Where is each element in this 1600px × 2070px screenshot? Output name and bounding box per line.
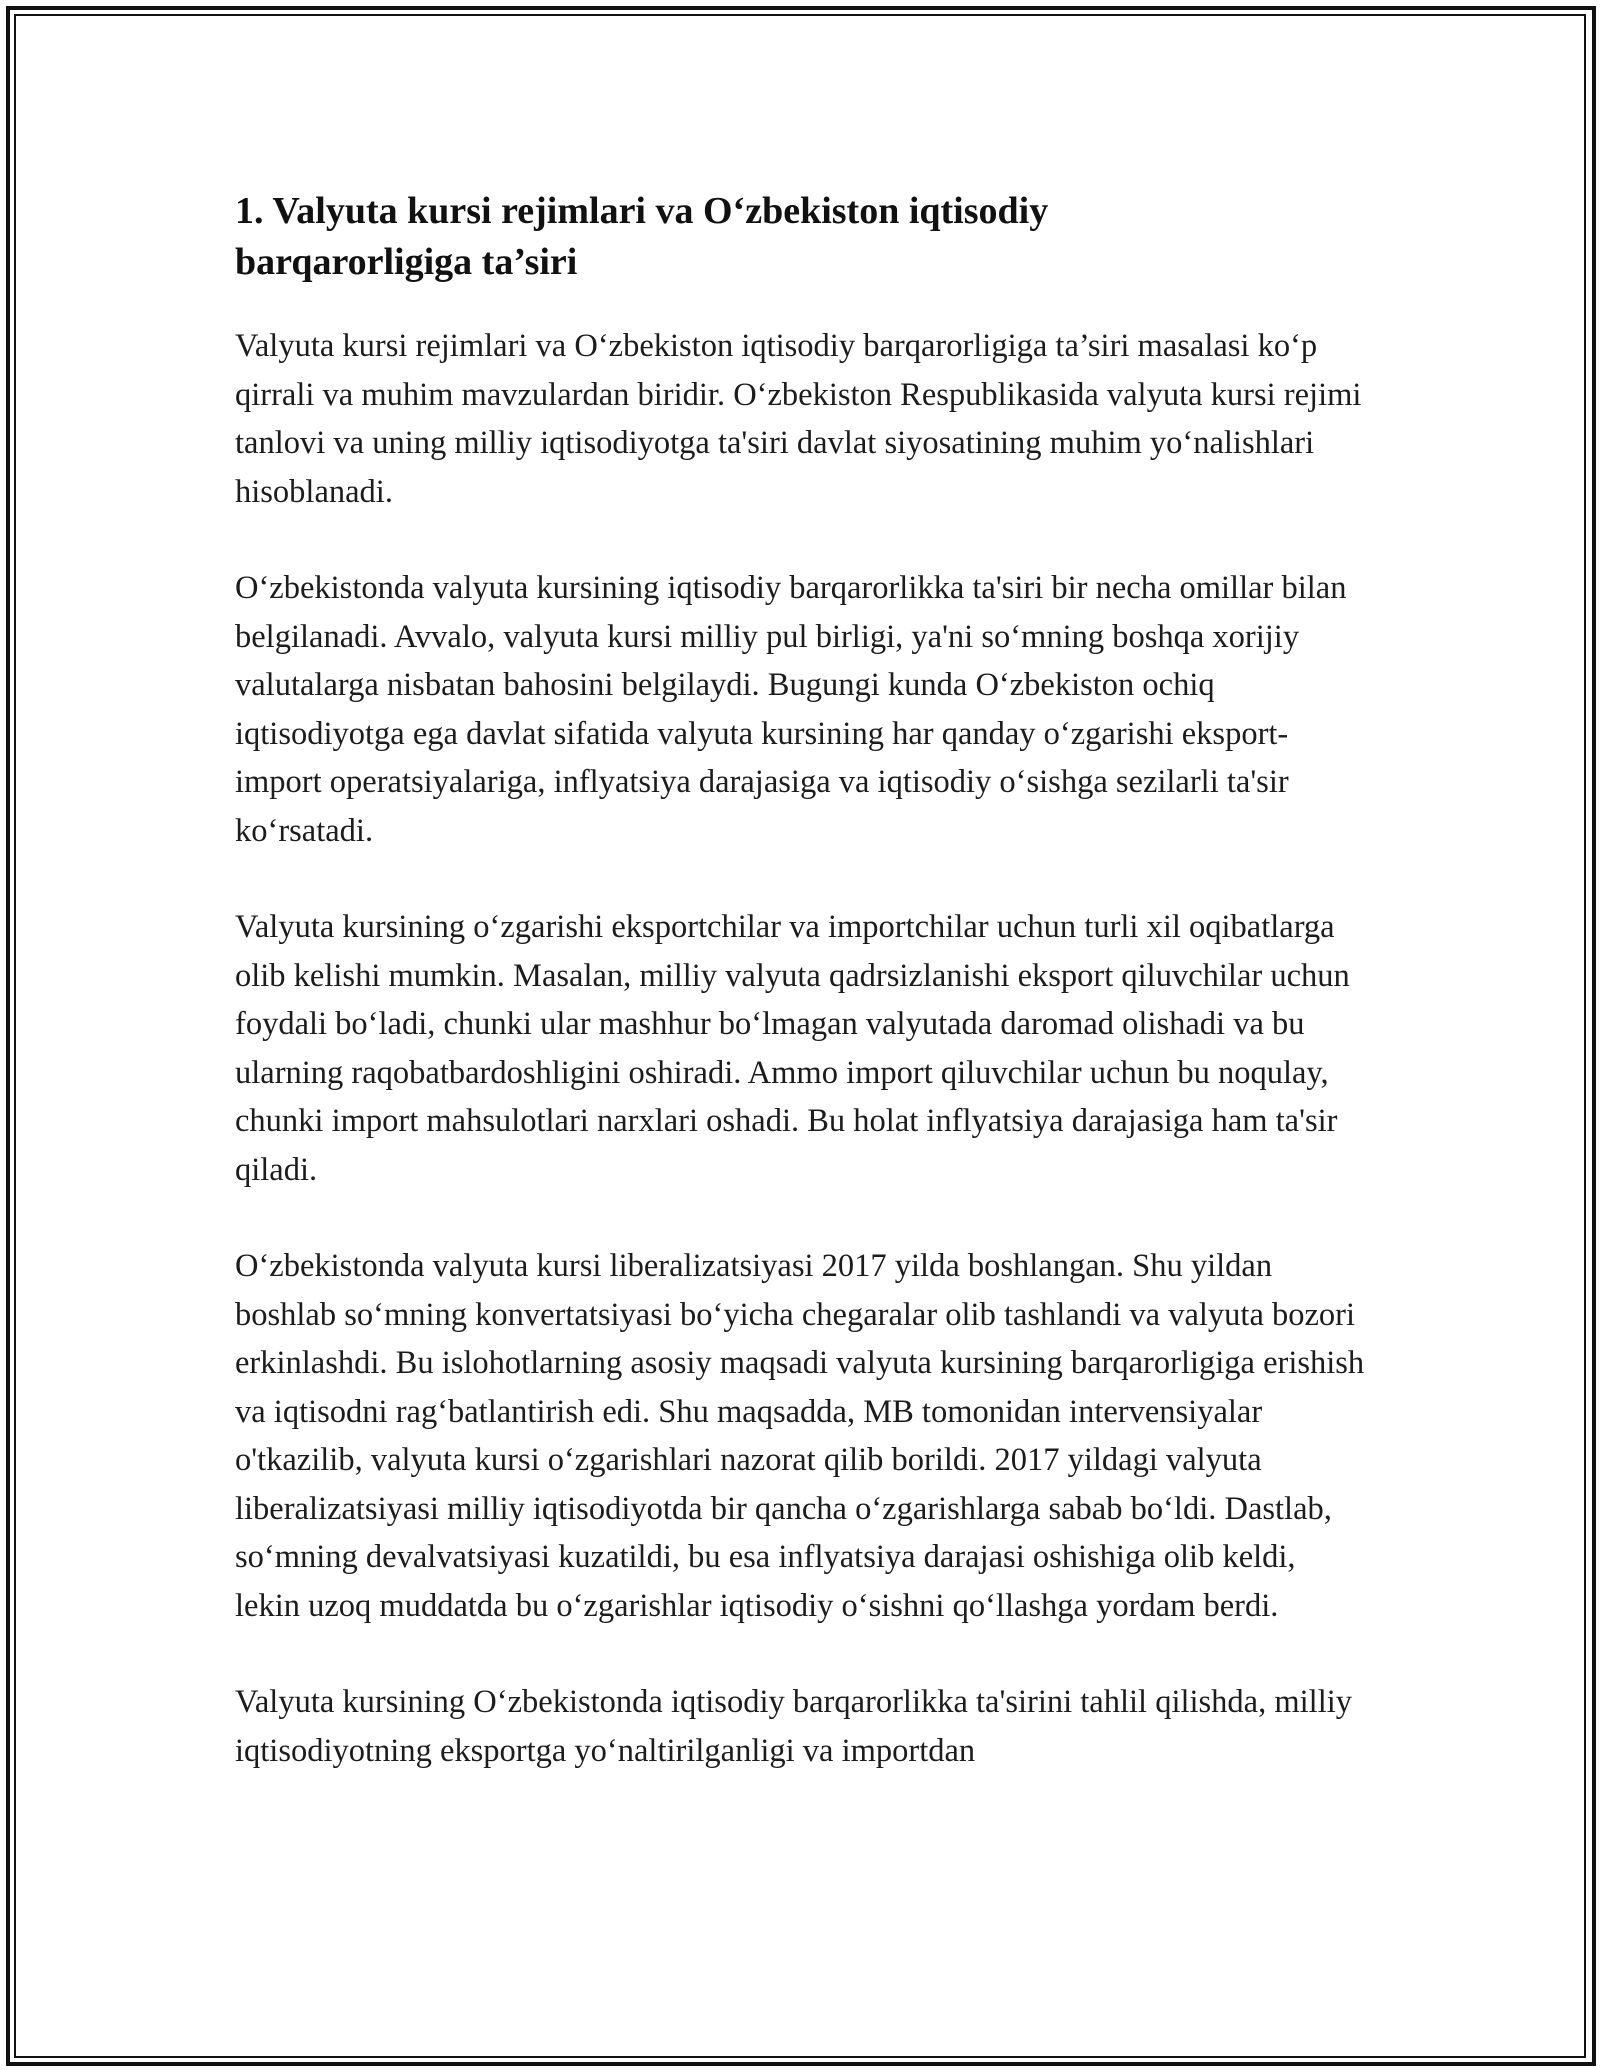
paragraph-3: Valyuta kursining o‘zgarishi eksportchilar va importchilar uchun turli xil oqibatlarga olib kelishi mumkin. Masalan, milliy valyuta qadrsizlanishi eksport qiluvchilar uchun foydali bo‘ladi, chunki ular mashhur bo‘lmagan valyutada daromad olishadi va bu ularning raqobatbardoshligini oshiradi. Ammo import qiluvchilar uchun bu noqulay, chunki import mahsulotlari narxlari oshadi. Bu holat inflyatsiya darajasiga ham ta'sir qiladi.	[235, 909, 1350, 1188]
document-title: 1. Valyuta kursi rejimlari va O‘zbekiston iqtisodiy barqarorligiga ta’siri	[235, 190, 1049, 283]
document-body	[235, 186, 1365, 1823]
paragraph-4: O‘zbekistonda valyuta kursi liberalizatsiyasi 2017 yilda boshlangan. Shu yildan boshlab so‘mning konvertatsiyasi bo‘yicha chegaralar olib tashlandi va valyuta bozori erkinlashdi. Bu islohotlarning asosiy maqsadi valyuta kursining barqarorligiga erishish va iqtisodni rag‘batlantirish edi. Shu maqsadda, MB tomonidan intervensiyalar o'tkazilib, valyuta kursi o‘zgarishlari nazorat qilib borildi. 2017 yildagi valyuta liberalizatsiyasi milliy iqtisodiyotda bir qancha o‘zgarishlarga sabab bo‘ldi. Dastlab, so‘mning devalvatsiyasi kuzatildi, bu esa inflyatsiya darajasi oshishiga olib keldi, lekin uzoq muddatda bu o‘zgarishlar iqtisodiy o‘sishni qo‘llashga yordam berdi.	[235, 1248, 1365, 1624]
paragraph-5: Valyuta kursining O‘zbekistonda iqtisodiy barqarorlikka ta'sirini tahlil qilishda, milliy iqtisodiyotning eksportga yo‘naltirilganligi va importdan	[235, 1684, 1352, 1769]
paragraph-2: O‘zbekistonda valyuta kursining iqtisodiy barqarorlikka ta'siri bir necha omillar bilan belgilanadi. Avvalo, valyuta kursi milliy pul birligi, ya'ni so‘mning boshqa xorijiy valutalarga nisbatan bahosini belgilaydi. Bugungi kunda O‘zbekiston ochiq iqtisodiyotga ega davlat sifatida valyuta kursining har qanday o‘zgarishi eksport-import operatsiyalariga, inflyatsiya darajasiga va iqtisodiy o‘sishga sezilarli ta'sir ko‘rsatadi.	[235, 570, 1347, 849]
paragraph-1: Valyuta kursi rejimlari va O‘zbekiston iqtisodiy barqarorligiga ta’siri masalasi ko‘p qirrali va muhim mavzulardan biridir. O‘zbekiston Respublikasida valyuta kursi rejimi tanlovi va uning milliy iqtisodiyotga ta'siri davlat siyosatining muhim yo‘nalishlari hisoblanadi.	[235, 328, 1362, 510]
